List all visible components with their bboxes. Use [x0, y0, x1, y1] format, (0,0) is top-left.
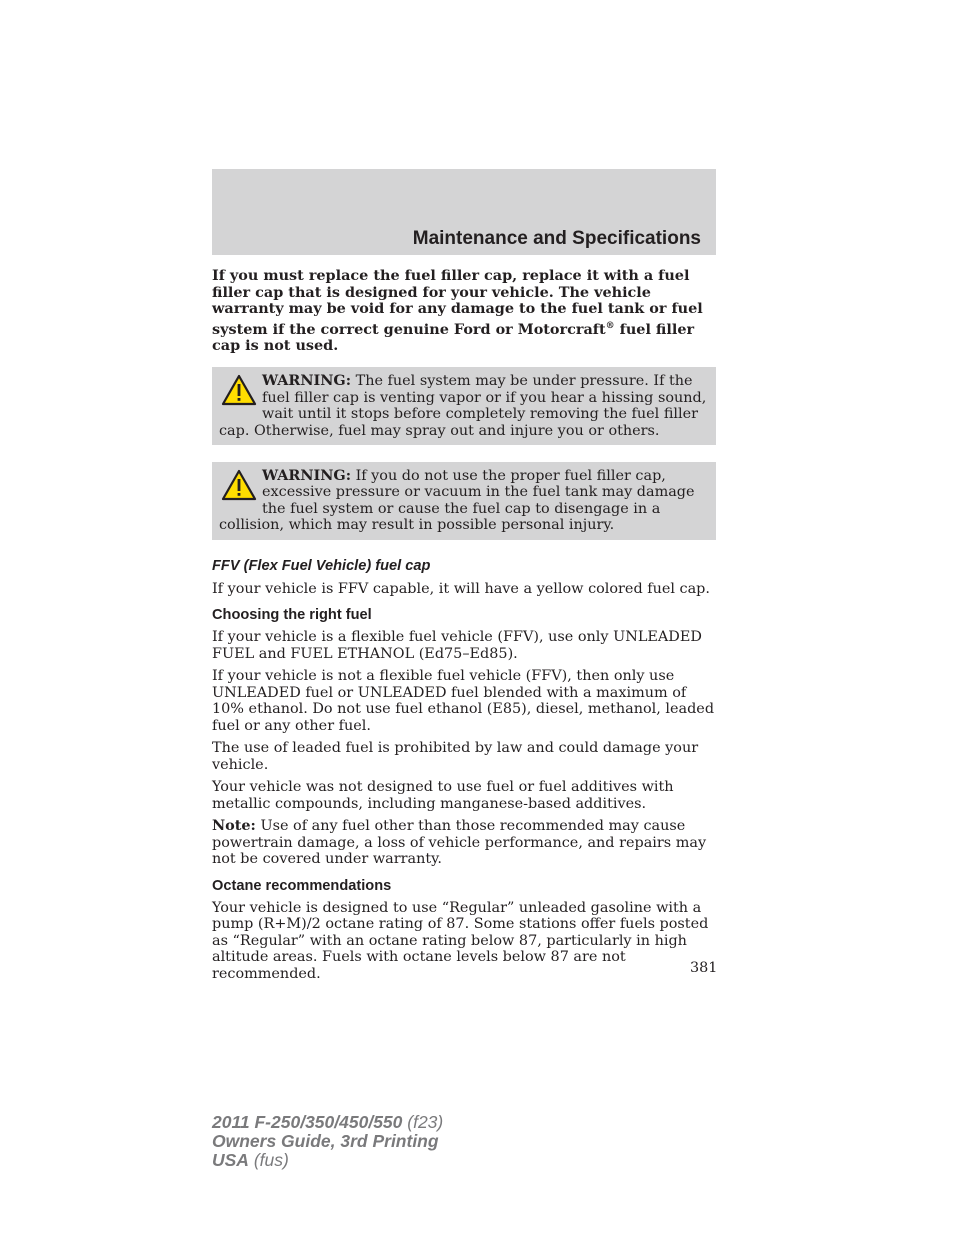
heading-choosing-fuel: Choosing the right fuel [212, 607, 372, 624]
warning-triangle-icon [219, 373, 259, 407]
note-label: Note: [212, 817, 256, 835]
warning-text [219, 373, 709, 439]
intro-text: If you must replace the fuel filler cap, replace it with a fuel filler cap that is designed for your vehicle. The vehicle warranty may be void for any damage to the fuel tank or fuel system if the correct genuine Ford or Motorcraft [212, 267, 703, 338]
fuel-paragraph: If your vehicle is not a flexible fuel vehicle (FFV), then only use UNLEADED fuel or UNLEADED fuel blended with a maximum of 10% ethanol. Do not use fuel ethanol (E85), diesel, methanol, leaded fuel or any other fuel. [212, 668, 715, 734]
document-footer [212, 1113, 443, 1170]
footer-model: 2011 F-250/350/450/550 [212, 1112, 403, 1132]
intro-text-end: fuel filler cap is not used. [212, 320, 695, 354]
heading-octane: Octane recommendations [212, 877, 392, 894]
footer-line-guide [212, 1132, 443, 1151]
warning-box-pressure [212, 367, 716, 445]
footer-model-code: (f23) [402, 1112, 444, 1132]
warning-triangle-icon [219, 468, 259, 502]
warning-body: The fuel system may be under pressure. If the fuel filler cap is venting vapor or if you hear a hissing sound, wait until it stops before completely removing the fuel filler cap. Otherwise, fuel may spray out and injure you or others. [219, 373, 707, 439]
heading-ffv-fuel-cap: FFV (Flex Fuel Vehicle) fuel cap [212, 557, 431, 574]
ffv-paragraph: If your vehicle is FFV capable, it will have a yellow colored fuel cap. [212, 580, 710, 597]
footer-line-region [212, 1151, 443, 1170]
fuel-paragraph: Your vehicle was not designed to use fuel or fuel additives with metallic compounds, including manganese-based additives. [212, 779, 674, 812]
page-content [212, 268, 716, 988]
footer-region-code: (fus) [248, 1150, 289, 1170]
warning-label: WARNING: [262, 466, 352, 484]
warning-label: WARNING: [262, 372, 352, 390]
page-number: 381 [690, 960, 718, 976]
footer-region: USA [212, 1150, 249, 1170]
section-title: Maintenance and Specifications [412, 228, 701, 249]
note-paragraph [212, 818, 716, 868]
octane-paragraph: Your vehicle is designed to use “Regular” unleaded gasoline with a pump (R+M)/2 octane rating of 87. Some stations offer fuels posted as “Regular” with an octane rating below 87, particularly in high altitude areas. Fuels with octane levels below 87 are not recommended. [212, 899, 709, 982]
registered-mark: ® [605, 320, 615, 331]
warning-body: If you do not use the proper fuel filler cap, excessive pressure or vacuum in the fuel tank may damage the fuel system or cause the fuel cap to disengage in a collision, which may result in possible personal injury. [219, 467, 695, 534]
warning-box-proper-cap [212, 462, 716, 540]
warning-text [219, 468, 709, 534]
section-header-band [212, 169, 716, 255]
fuel-paragraph: The use of leaded fuel is prohibited by law and could damage your vehicle. [212, 740, 699, 773]
footer-guide: Owners Guide, 3rd Printing [212, 1131, 439, 1151]
intro-bold-paragraph [212, 268, 716, 354]
fuel-paragraph: If your vehicle is a flexible fuel vehicle (FFV), use only UNLEADED FUEL and FUEL ETHANOL (Ed75–Ed85). [212, 629, 702, 662]
footer-line-model [212, 1113, 443, 1132]
note-text: Use of any fuel other than those recommended may cause powertrain damage, a loss of vehicle performance, and repairs may not be covered under warranty. [212, 818, 707, 868]
